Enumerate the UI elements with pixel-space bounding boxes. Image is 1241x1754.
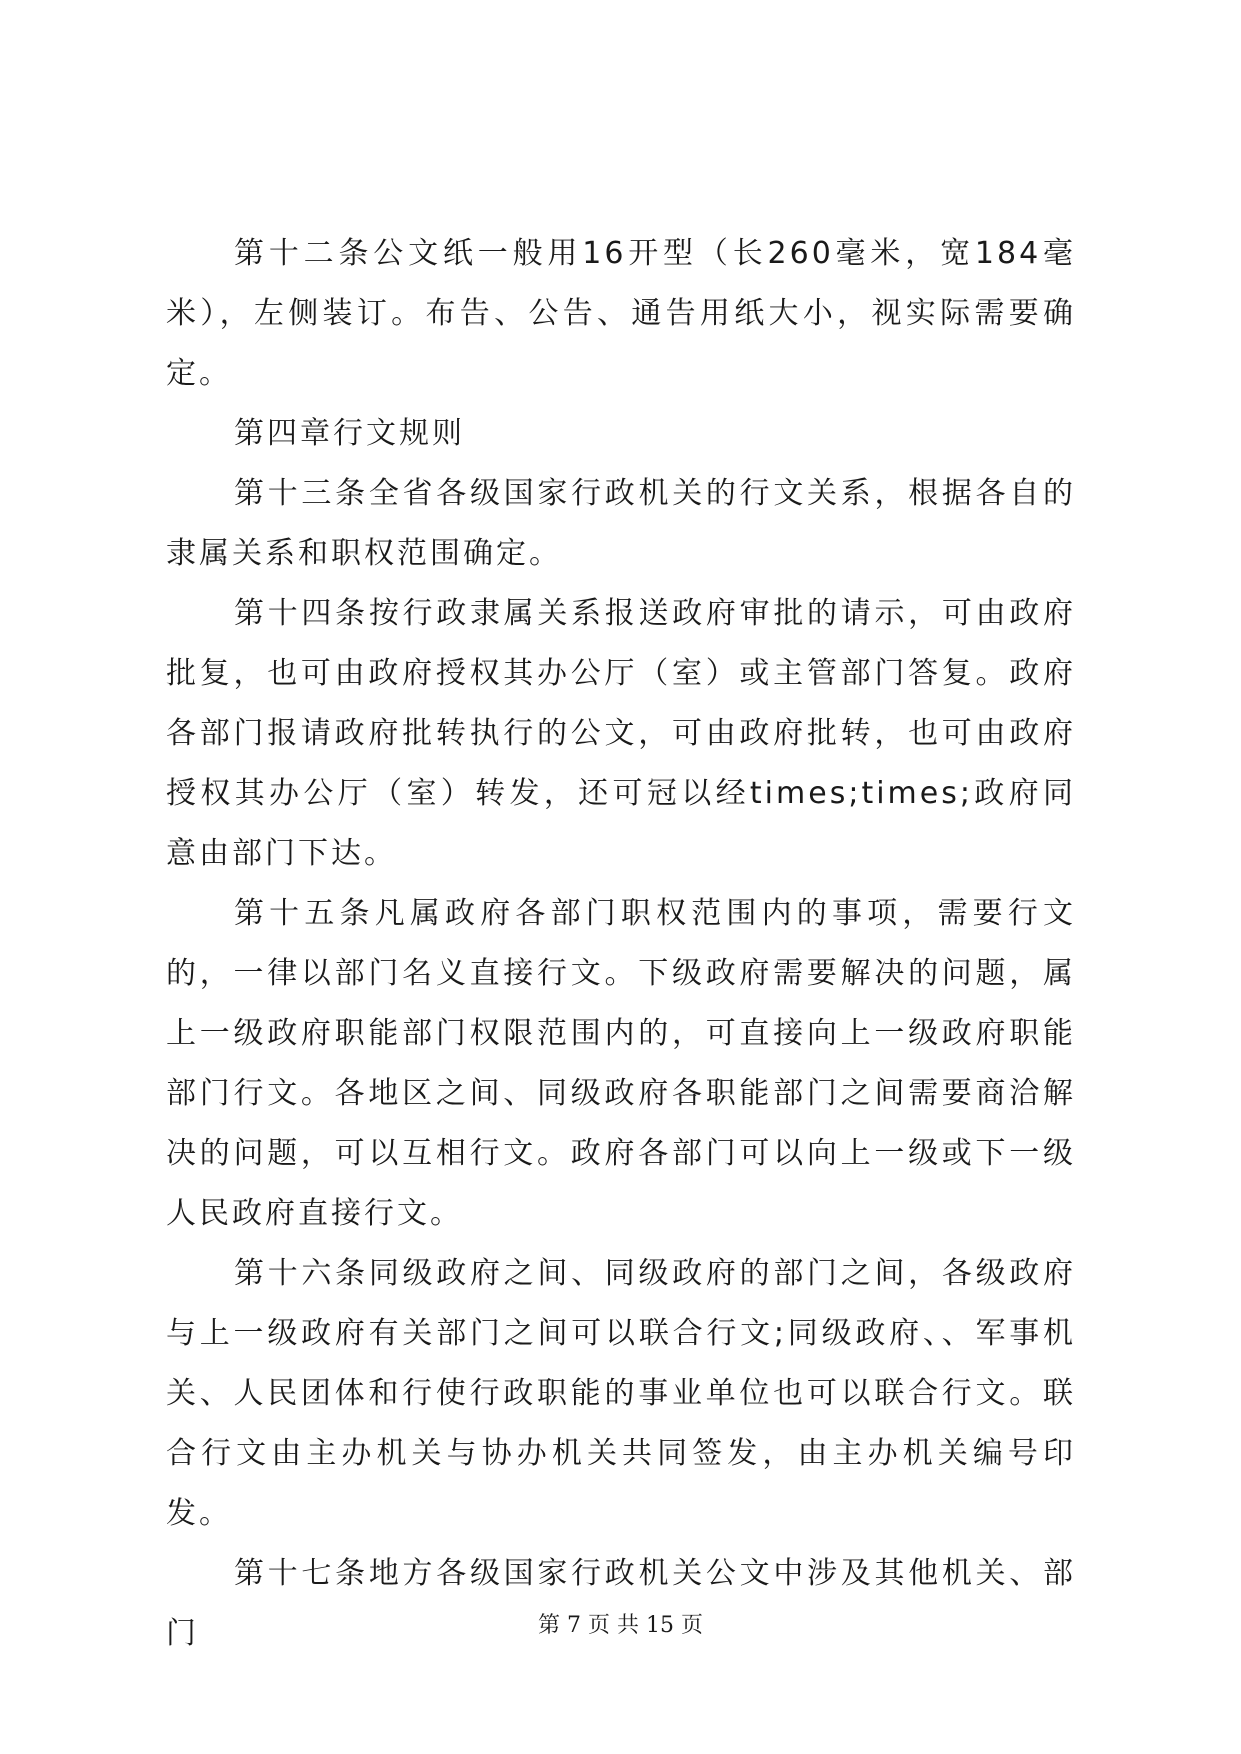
page-number-footer: 第 7 页 共 15 页 (538, 1613, 703, 1638)
paragraph-article-17: 第十七条地方各级国家行政机关公文中涉及其他机关、部门 (166, 1556, 1076, 1651)
document-body (166, 224, 1076, 1664)
paragraph-article-16: 第十六条同级政府之间、同级政府的部门之间，各级政府与上一级政府有关部门之间可以联合行文;同级政府、、军事机关、人民团体和行使行政职能的事业单位也可以联合行文。联合行文由主办机关与协办机关共同签发，由主办机关编号印发。 (166, 1256, 1076, 1531)
paragraph-article-15: 第十五条凡属政府各部门职权范围内的事项，需要行文的，一律以部门名义直接行文。下级政府需要解决的问题，属上一级政府职能部门权限范围内的，可直接向上一级政府职能部门行文。各地区之间、同级政府各职能部门之间需要商洽解决的问题，可以互相行文。政府各部门可以向上一级或下一级人民政府直接行文。 (166, 896, 1076, 1231)
paragraph-article-12: 第十二条公文纸一般用16开型（长260毫米，宽184毫米），左侧装订。布告、公告、通告用纸大小，视实际需要确定。 (166, 236, 1076, 391)
chapter-heading: 第四章行文规则 (234, 416, 465, 451)
paragraph-article-13: 第十三条全省各级国家行政机关的行文关系，根据各自的隶属关系和职权范围确定。 (166, 476, 1076, 571)
paragraph-article-14: 第十四条按行政隶属关系报送政府审批的请示，可由政府批复，也可由政府授权其办公厅（室）或主管部门答复。政府各部门报请政府批转执行的公文，可由政府批转，也可由政府授权其办公厅（室）转发，还可冠以经times;times;政府同意由部门下达。 (166, 596, 1076, 871)
